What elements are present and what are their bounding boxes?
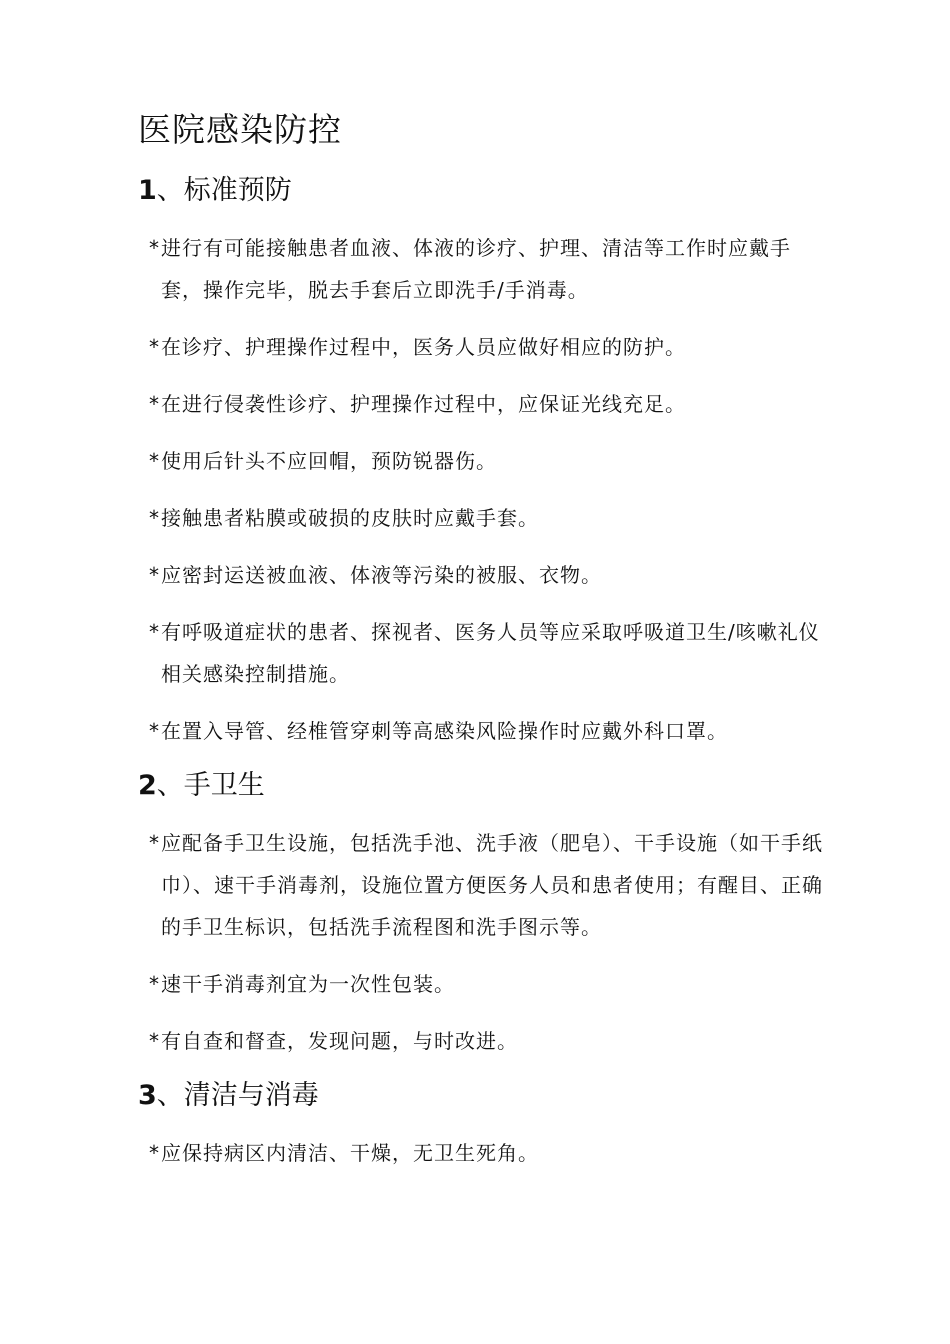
bullet-mark: * <box>149 1029 160 1053</box>
bullet-mark: * <box>149 506 160 530</box>
bullet-mark: * <box>149 563 160 587</box>
list-item <box>138 440 830 482</box>
list-item <box>138 227 830 311</box>
section-number: 3 <box>138 1080 157 1111</box>
section-number: 1 <box>138 175 157 206</box>
section-number: 2 <box>138 770 157 801</box>
bullet-mark: * <box>149 236 160 260</box>
section-title: 清洁与消毒 <box>183 1080 319 1111</box>
bullet-mark: * <box>149 620 160 644</box>
list-item-text: 有呼吸道症状的患者、探视者、医务人员等应采取呼吸道卫生/咳嗽礼仪相关感染控制措施。 <box>161 620 820 686</box>
list-item <box>138 554 830 596</box>
list-item-text: 进行有可能接触患者血液、体液的诊疗、护理、清洁等工作时应戴手套，操作完毕，脱去手套后立即洗手/手消毒。 <box>161 236 791 302</box>
list-item-text: 在进行侵袭性诊疗、护理操作过程中，应保证光线充足。 <box>161 392 686 416</box>
list-item-text: 应密封运送被血液、体液等污染的被服、衣物。 <box>161 563 602 587</box>
section-separator: 、 <box>156 1080 184 1111</box>
list-item <box>138 710 830 752</box>
list-item <box>138 963 830 1005</box>
list-item <box>138 497 830 539</box>
list-item <box>138 326 830 368</box>
list-item-text: 在置入导管、经椎管穿刺等高感染风险操作时应戴外科口罩。 <box>161 719 728 743</box>
list-item-text: 应保持病区内清洁、干燥，无卫生死角。 <box>161 1141 539 1165</box>
section-standard-precautions <box>138 172 830 752</box>
bullet-mark: * <box>149 972 160 996</box>
section-hand-hygiene <box>138 767 830 1062</box>
section-heading <box>138 767 830 805</box>
section-cleaning-disinfection <box>138 1077 830 1174</box>
bullet-mark: * <box>149 335 160 359</box>
section-separator: 、 <box>156 770 184 801</box>
list-item-text: 在诊疗、护理操作过程中，医务人员应做好相应的防护。 <box>161 335 686 359</box>
list-item <box>138 611 830 695</box>
bullet-mark: * <box>149 392 160 416</box>
section-heading <box>138 1077 830 1115</box>
list-item-text: 有自查和督查，发现问题，与时改进。 <box>161 1029 518 1053</box>
section-separator: 、 <box>156 175 184 206</box>
section-title: 手卫生 <box>183 770 265 801</box>
list-item <box>138 822 830 948</box>
list-item <box>138 1020 830 1062</box>
section-title: 标准预防 <box>183 175 292 206</box>
document-title: 医院感染防控 <box>138 110 342 149</box>
list-item-text: 接触患者粘膜或破损的皮肤时应戴手套。 <box>161 506 539 530</box>
list-item-text: 使用后针头不应回帽，预防锐器伤。 <box>161 449 497 473</box>
bullet-mark: * <box>149 1141 160 1165</box>
bullet-mark: * <box>149 719 160 743</box>
bullet-mark: * <box>149 449 160 473</box>
list-item <box>138 383 830 425</box>
list-item-text: 速干手消毒剂宜为一次性包装。 <box>161 972 455 996</box>
list-item <box>138 1132 830 1174</box>
list-item-text: 应配备手卫生设施，包括洗手池、洗手液（肥皂）、干手设施（如干手纸巾）、速干手消毒剂，设施位置方便医务人员和患者使用；有醒目、正确的手卫生标识，包括洗手流程图和洗手图示等。 <box>161 831 823 939</box>
bullet-mark: * <box>149 831 160 855</box>
section-heading <box>138 172 830 210</box>
